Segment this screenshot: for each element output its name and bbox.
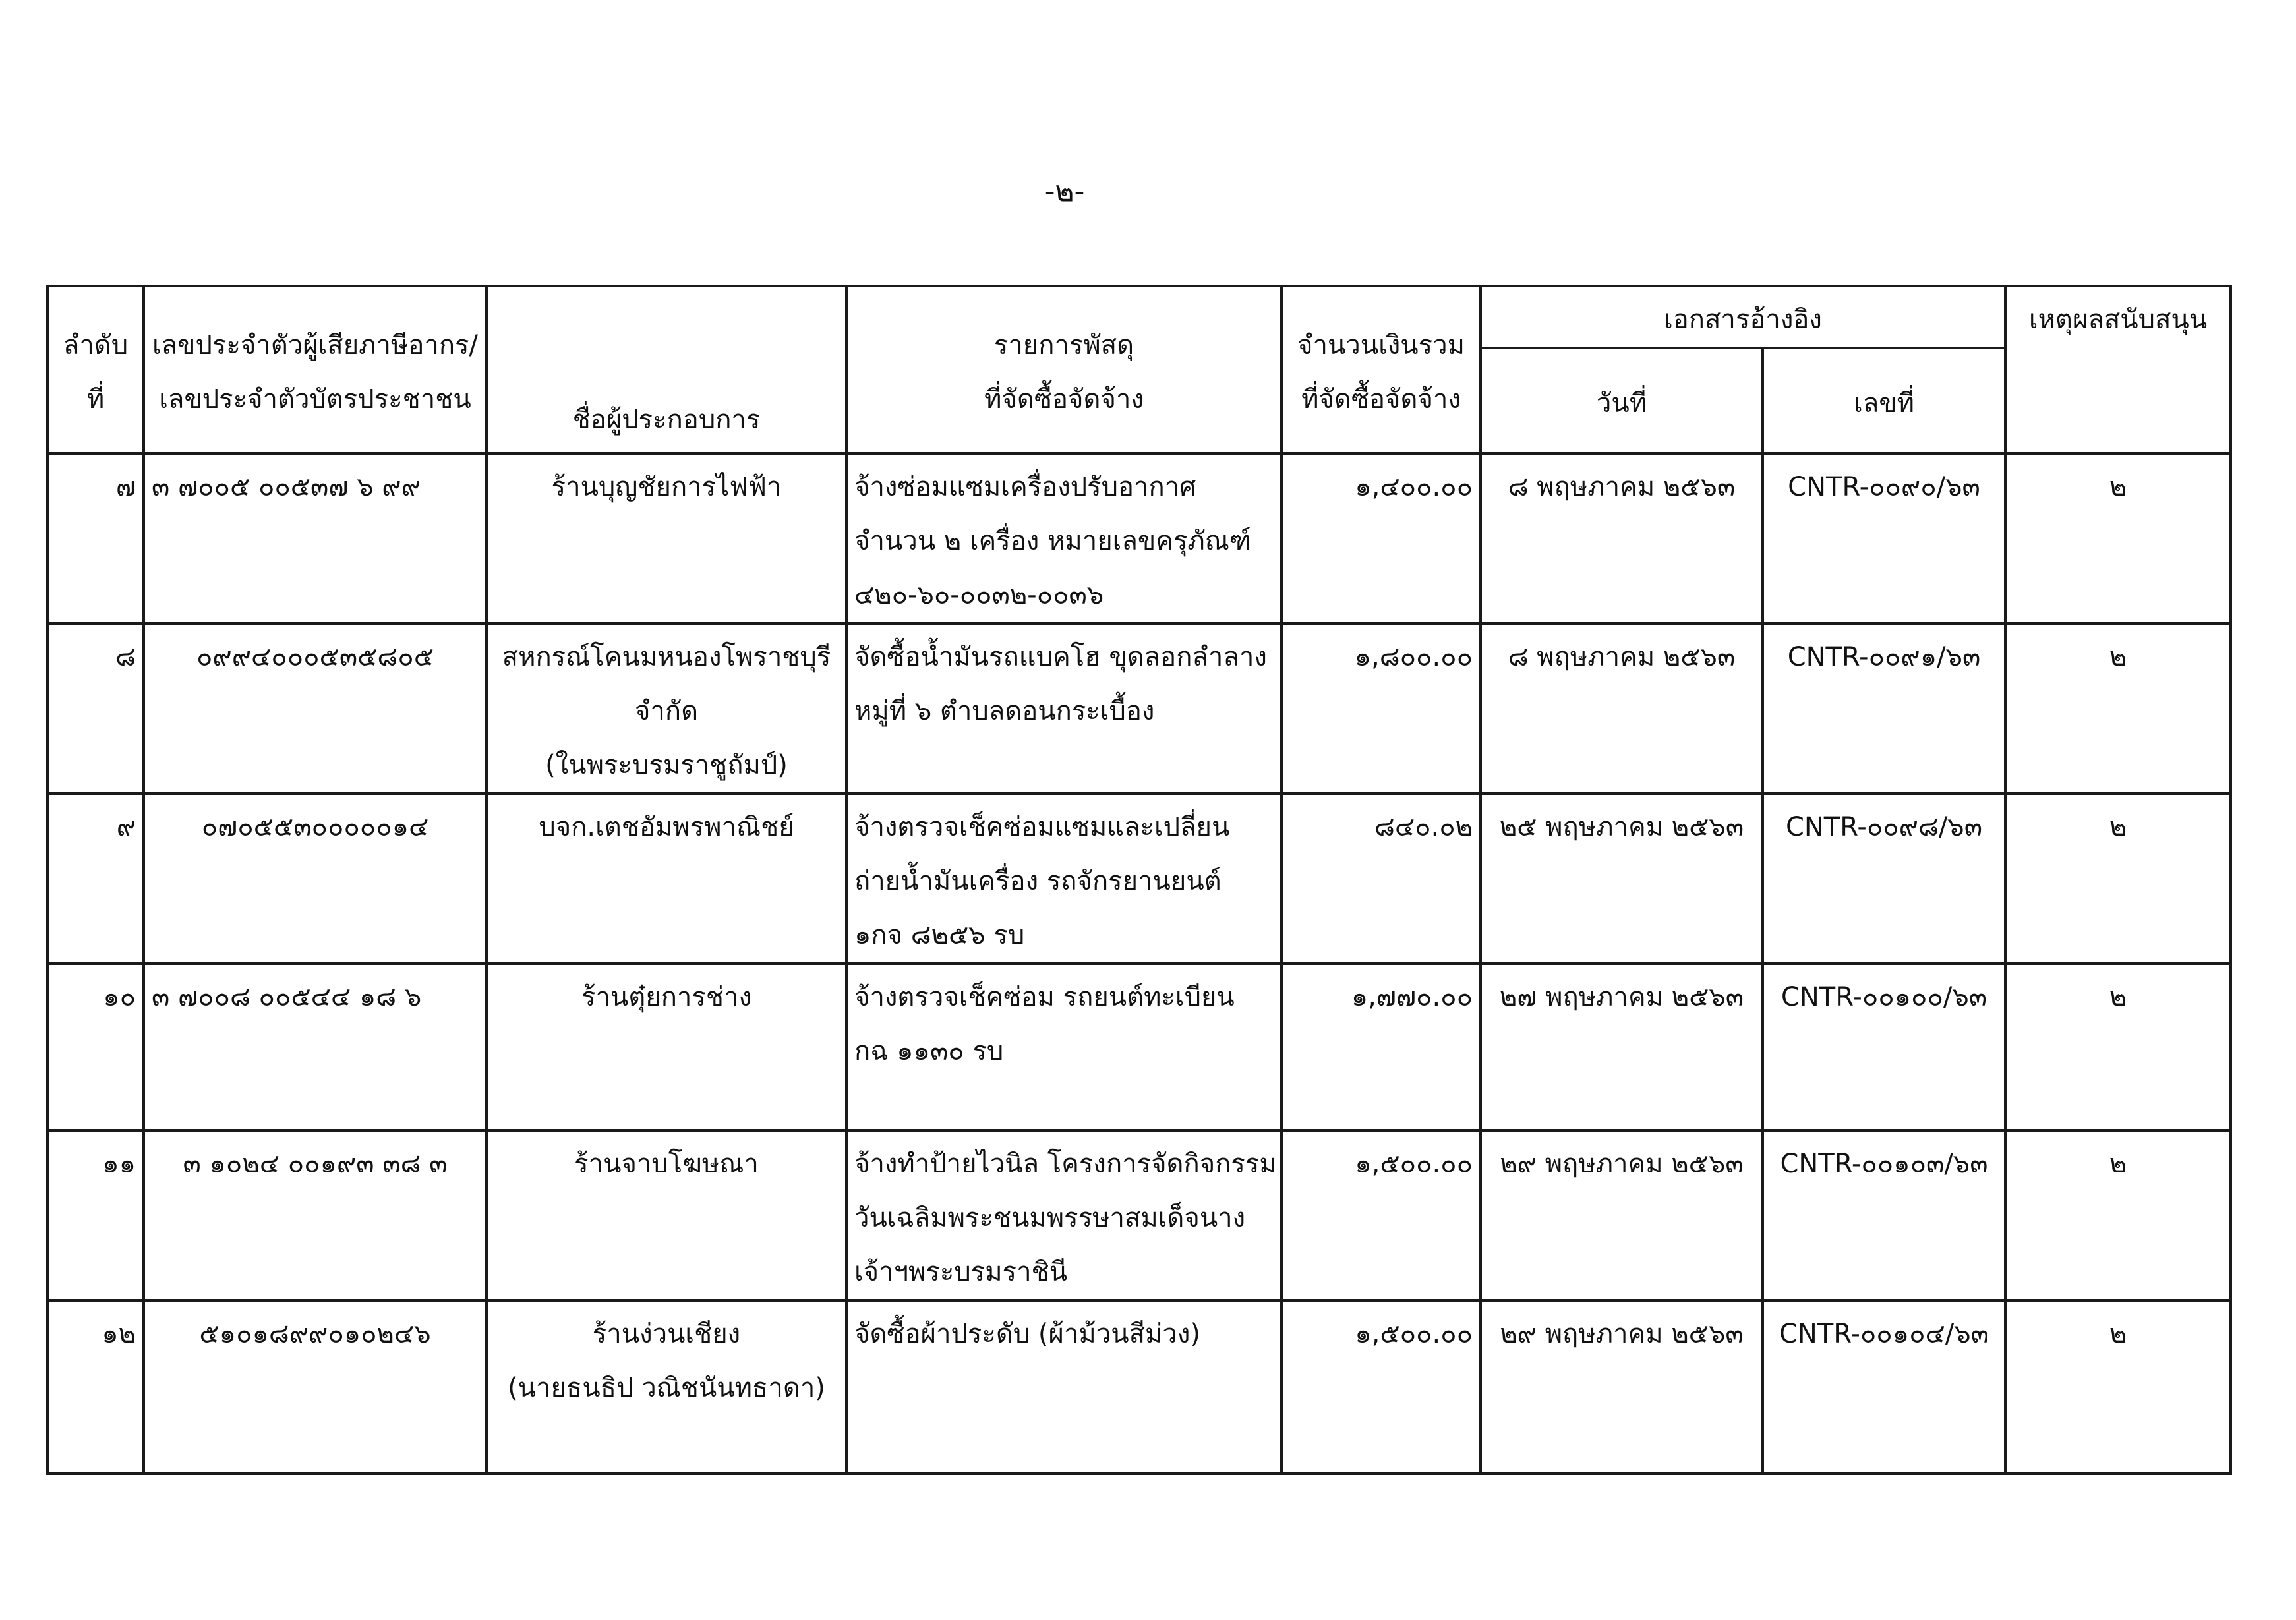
header-vendor: ชื่อผู้ประกอบการ [486, 286, 846, 453]
row-tax-id: ๐๗๐๕๕๓๐๐๐๐๐๑๔ [144, 794, 486, 964]
header-seq: ลำดับที่ [47, 286, 144, 453]
row-vendor [486, 623, 846, 794]
row-date: ๒๙ พฤษภาคม ๒๕๖๓ [1481, 1130, 1763, 1300]
vendor-line: ร้านง่วนเชียง [592, 1319, 741, 1349]
row-reason: ๒ [2005, 623, 2231, 794]
row-vendor [486, 1300, 846, 1474]
table-row [47, 1300, 2231, 1474]
vendor-line: สหกรณ์โคนมหนองโพราชบุรี [502, 642, 831, 672]
table-row [47, 453, 2231, 623]
row-ref-number: CNTR-๐๐๙๑/๖๓ [1763, 623, 2005, 794]
item-line: จัดซื้อน้ำมันรถแบคโฮ ขุดลอกลำลาง [854, 642, 1267, 672]
row-seq: ๘ [47, 623, 144, 794]
procurement-table [46, 285, 2232, 1475]
item-line: เจ้าฯพระบรมราชินี [854, 1257, 1068, 1287]
row-seq: ๑๒ [47, 1300, 144, 1474]
row-amount: ๑,๘๐๐.๐๐ [1281, 623, 1481, 794]
row-items [846, 964, 1281, 1130]
row-ref-number: CNTR-๐๐๙๐/๖๓ [1763, 453, 2005, 623]
item-line: จ้างตรวจเช็คซ่อม รถยนต์ทะเบียน [854, 982, 1235, 1012]
table-row [47, 964, 2231, 1130]
item-line: ถ่ายน้ำมันเครื่อง รถจักรยานยนต์ [854, 866, 1222, 896]
vendor-line: ร้านตุ๋ยการช่าง [581, 982, 751, 1012]
item-line: จำนวน ๒ เครื่อง หมายเลขครุภัณฑ์ [854, 526, 1252, 556]
row-items [846, 794, 1281, 964]
header-date: วันที่ [1481, 348, 1763, 453]
header-amount [1281, 286, 1481, 453]
vendor-line: (ในพระบรมราชูถัมป์) [545, 750, 788, 780]
header-amount-line2: ที่จัดซื้อจัดจ้าง [1301, 384, 1461, 415]
row-amount: ๑,๕๐๐.๐๐ [1281, 1130, 1481, 1300]
row-seq: ๑๑ [47, 1130, 144, 1300]
row-reason: ๒ [2005, 794, 2231, 964]
row-items [846, 623, 1281, 794]
row-tax-id: ๓ ๑๐๒๔ ๐๐๑๙๓ ๓๘ ๓ [144, 1130, 486, 1300]
row-date: ๒๗ พฤษภาคม ๒๕๖๓ [1481, 964, 1763, 1130]
row-seq: ๑๐ [47, 964, 144, 1130]
row-tax-id: ๕๑๐๑๘๙๙๐๑๐๒๔๖ [144, 1300, 486, 1474]
row-tax-id: ๐๙๙๔๐๐๐๕๓๕๘๐๕ [144, 623, 486, 794]
table-row [47, 1130, 2231, 1300]
row-amount: ๑,๕๐๐.๐๐ [1281, 1300, 1481, 1474]
header-tax-id-line2: เลขประจำตัวบัตรประชาชน [159, 384, 471, 415]
row-date: ๘ พฤษภาคม ๒๕๖๓ [1481, 623, 1763, 794]
header-items [846, 286, 1281, 453]
vendor-line: จำกัด [634, 696, 699, 726]
row-seq: ๙ [47, 794, 144, 964]
table-row [47, 623, 2231, 794]
row-items [846, 1130, 1281, 1300]
row-vendor [486, 964, 846, 1130]
row-vendor [486, 794, 846, 964]
vendor-line: (นายธนธิป วณิชนันทธาดา) [508, 1373, 825, 1403]
item-line: ๑กจ ๘๒๕๖ รบ [854, 920, 1025, 950]
vendor-line: ร้านบุญชัยการไฟฟ้า [551, 472, 782, 502]
header-tax-id-line1: เลขประจำตัวผู้เสียภาษีอากร/ [152, 330, 479, 361]
row-amount: ๘๔๐.๐๒ [1281, 794, 1481, 964]
item-line: หมู่ที่ ๖ ตำบลดอนกระเบื้อง [854, 696, 1155, 726]
table-row [47, 794, 2231, 964]
row-items [846, 1300, 1281, 1474]
header-reason: เหตุผลสนับสนุน [2005, 286, 2231, 453]
header-reference-group: เอกสารอ้างอิง [1481, 286, 2005, 348]
row-vendor [486, 1130, 846, 1300]
item-line: กฉ ๑๑๓๐ รบ [854, 1036, 1004, 1066]
row-date: ๒๙ พฤษภาคม ๒๕๖๓ [1481, 1300, 1763, 1474]
item-line: จ้างซ่อมแซมเครื่องปรับอากาศ [854, 472, 1196, 502]
item-line: จ้างทำป้ายไวนิล โครงการจัดกิจกรรม [854, 1149, 1277, 1179]
row-date: ๒๕ พฤษภาคม ๒๕๖๓ [1481, 794, 1763, 964]
row-seq: ๗ [47, 453, 144, 623]
header-ref-number: เลขที่ [1763, 348, 2005, 453]
row-ref-number: CNTR-๐๐๑๐๔/๖๓ [1763, 1300, 2005, 1474]
row-reason: ๒ [2005, 1300, 2231, 1474]
row-items [846, 453, 1281, 623]
row-reason: ๒ [2005, 964, 2231, 1130]
vendor-line: ร้านจาบโฆษณา [574, 1149, 759, 1179]
item-line: วันเฉลิมพระชนมพรรษาสมเด็จนาง [854, 1203, 1246, 1233]
row-ref-number: CNTR-๐๐๙๘/๖๓ [1763, 794, 2005, 964]
row-vendor [486, 453, 846, 623]
header-items-line1: รายการพัสดุ [993, 330, 1134, 361]
row-ref-number: CNTR-๐๐๑๐๐/๖๓ [1763, 964, 2005, 1130]
header-items-line2: ที่จัดซื้อจัดจ้าง [984, 384, 1144, 415]
item-line: ๔๒๐-๖๐-๐๐๓๒-๐๐๓๖ [854, 580, 1104, 610]
item-line: จัดซื้อผ้าประดับ (ผ้าม้วนสีม่วง) [854, 1319, 1200, 1349]
vendor-line: บจก.เตชอัมพรพาณิชย์ [539, 812, 794, 842]
row-date: ๘ พฤษภาคม ๒๕๖๓ [1481, 453, 1763, 623]
row-reason: ๒ [2005, 1130, 2231, 1300]
row-amount: ๑,๔๐๐.๐๐ [1281, 453, 1481, 623]
row-tax-id: ๓ ๗๐๐๘ ๐๐๕๔๔ ๑๘ ๖ [144, 964, 486, 1130]
header-amount-line1: จำนวนเงินรวม [1297, 330, 1465, 361]
row-tax-id: ๓ ๗๐๐๕ ๐๐๕๓๗ ๖ ๙๙ [144, 453, 486, 623]
header-tax-id [144, 286, 486, 453]
row-amount: ๑,๗๗๐.๐๐ [1281, 964, 1481, 1130]
page-number: -๒- [1044, 175, 1085, 208]
row-ref-number: CNTR-๐๐๑๐๓/๖๓ [1763, 1130, 2005, 1300]
row-reason: ๒ [2005, 453, 2231, 623]
item-line: จ้างตรวจเช็คซ่อมแซมและเปลี่ยน [854, 812, 1230, 842]
